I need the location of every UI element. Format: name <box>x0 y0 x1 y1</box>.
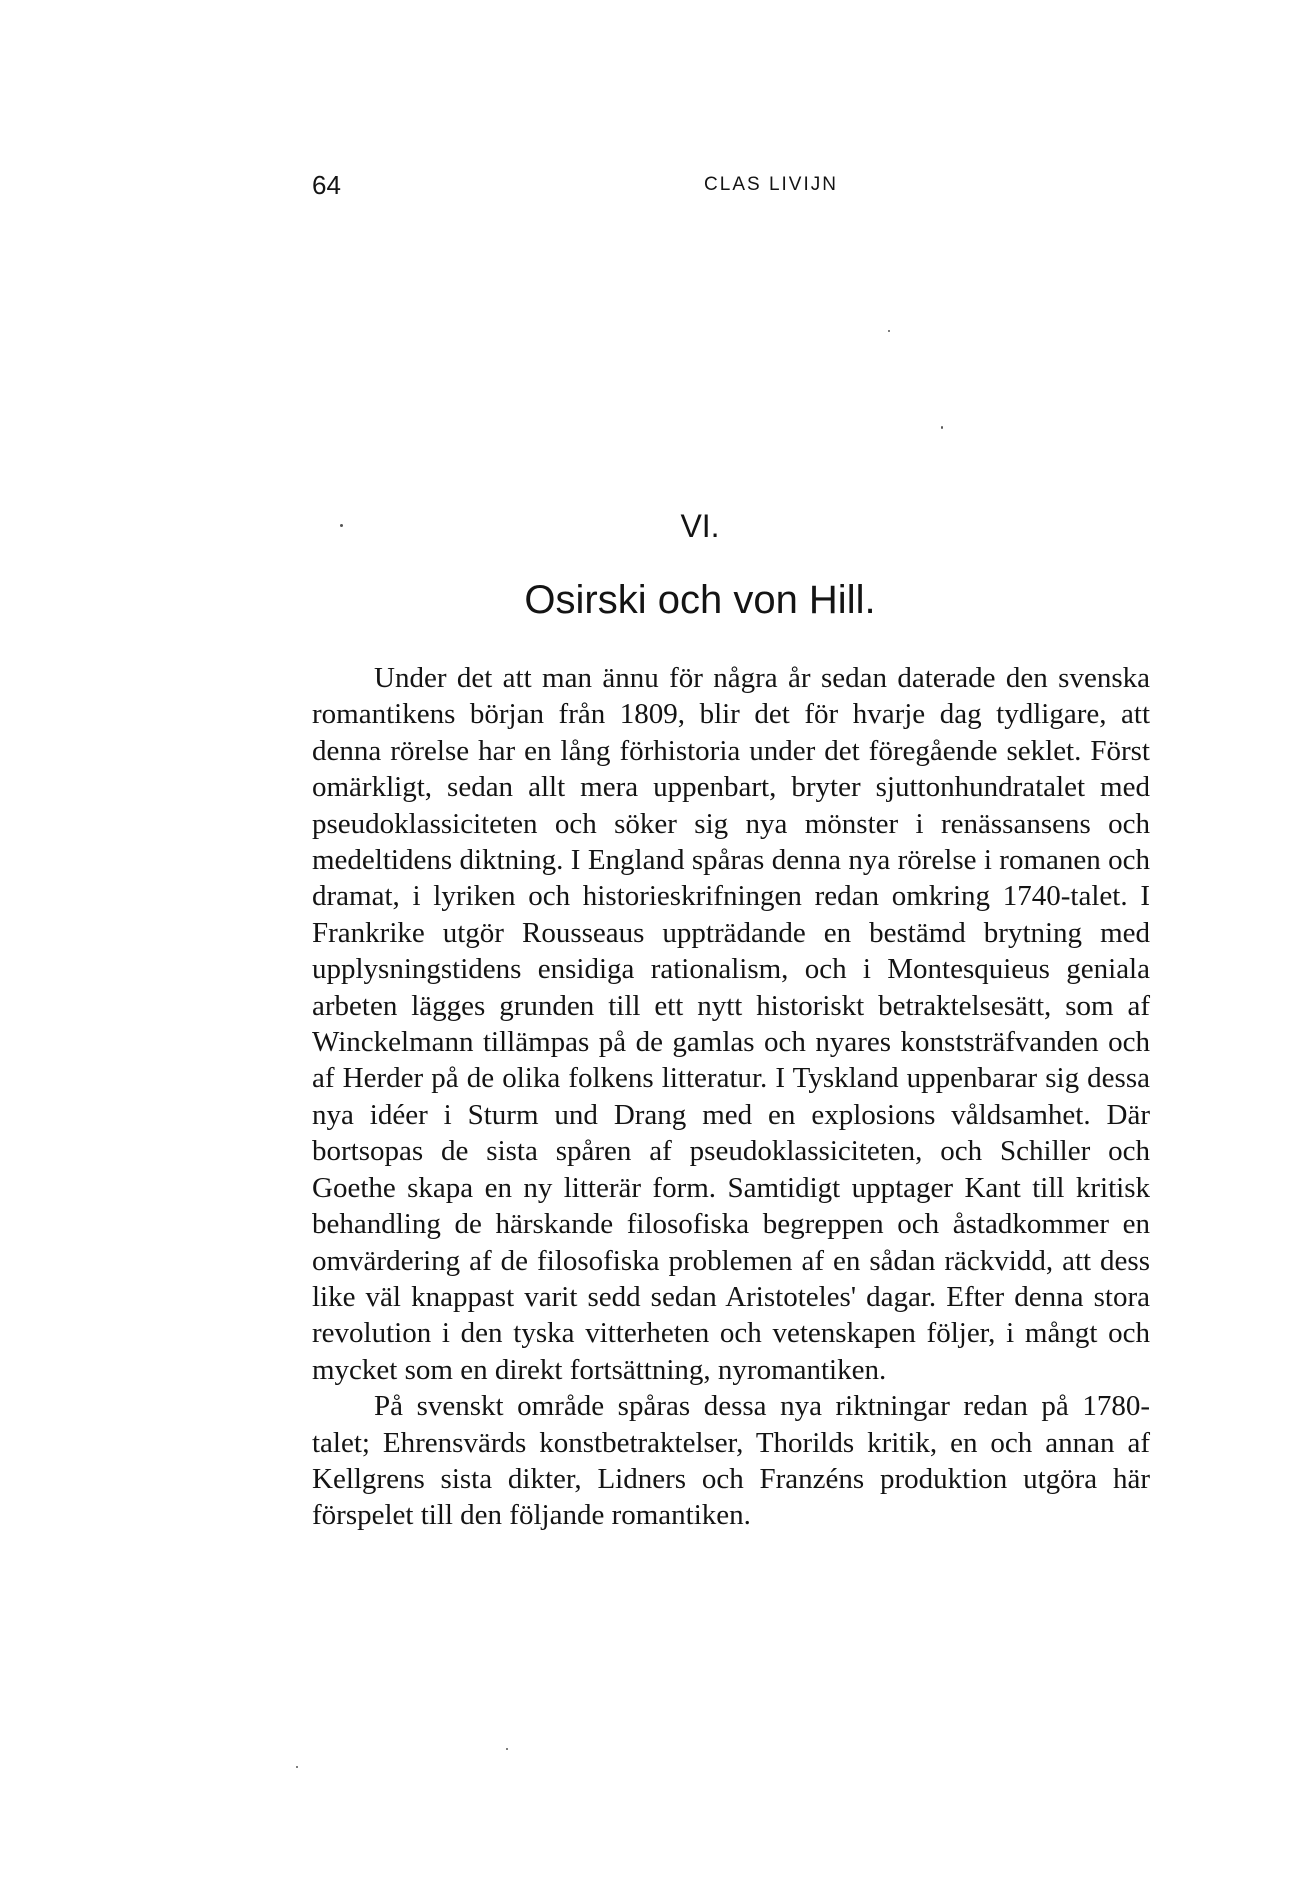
scan-speck <box>340 524 343 527</box>
scan-speck <box>296 1766 298 1768</box>
paragraph-2: På svenskt område spåras dessa nya riktningar redan på 1780-talet; Ehrensvärds konstbetraktelser, Thorilds kritik, en och annan af Kellgrens sista dikter, Lidners och Franzéns produktion utgöra här förspelet till den följande romantiken. <box>312 1390 1150 1532</box>
chapter-number: VI. <box>680 508 720 544</box>
running-title: CLAS LIVIJN <box>704 174 838 195</box>
body-text <box>312 660 1150 1534</box>
scan-speck <box>941 426 943 429</box>
running-head <box>312 170 1150 210</box>
chapter-title: Osirski och von Hill. <box>524 578 876 622</box>
scan-speck <box>506 1748 508 1750</box>
scan-speck <box>888 330 890 332</box>
paragraph-1: Under det att man ännu för några år sedan daterade den svenska romantikens början från 1809, blir det för hvarje dag tydligare, att denna rörelse har en lång förhistoria under det föregående seklet. Först omärkligt, sedan allt mera uppenbart, bryter sjuttonhundratalet med pseudoklassiciteten och söker sig nya mönster i renässansens och medeltidens diktning. I England spåras denna nya rörelse i romanen och dramat, i lyriken och historieskrifningen redan omkring 1740-talet. I Frankrike utgör Rousseaus uppträdande en bestämd brytning med upplysningstidens ensidiga rationalism, och i Montesquieus geniala arbeten lägges grunden till ett nytt historiskt betraktelsesätt, som af Winckelmann tillämpas på de gamlas och nyares konststräfvanden och af Herder på de olika folkens litteratur. I Tyskland uppenbarar sig dessa nya idéer i Sturm und Drang med en explosions våldsamhet. Där bortsopas de sista spåren af pseudoklassiciteten, och Schiller och Goethe skapa en ny litterär form. Samtidigt upptager Kant till kritisk behandling de härskande filosofiska begreppen och åstadkommer en omvärdering af de filosofiska problemen af en sådan räckvidd, att dess like väl knappast varit sedd sedan Aristoteles' dagar. Efter denna stora revolution i den tyska vitterheten och vetenskapen följer, i mångt och mycket som en direkt fortsättning, nyromantiken. <box>312 662 1150 1386</box>
page-number: 64 <box>312 170 341 200</box>
